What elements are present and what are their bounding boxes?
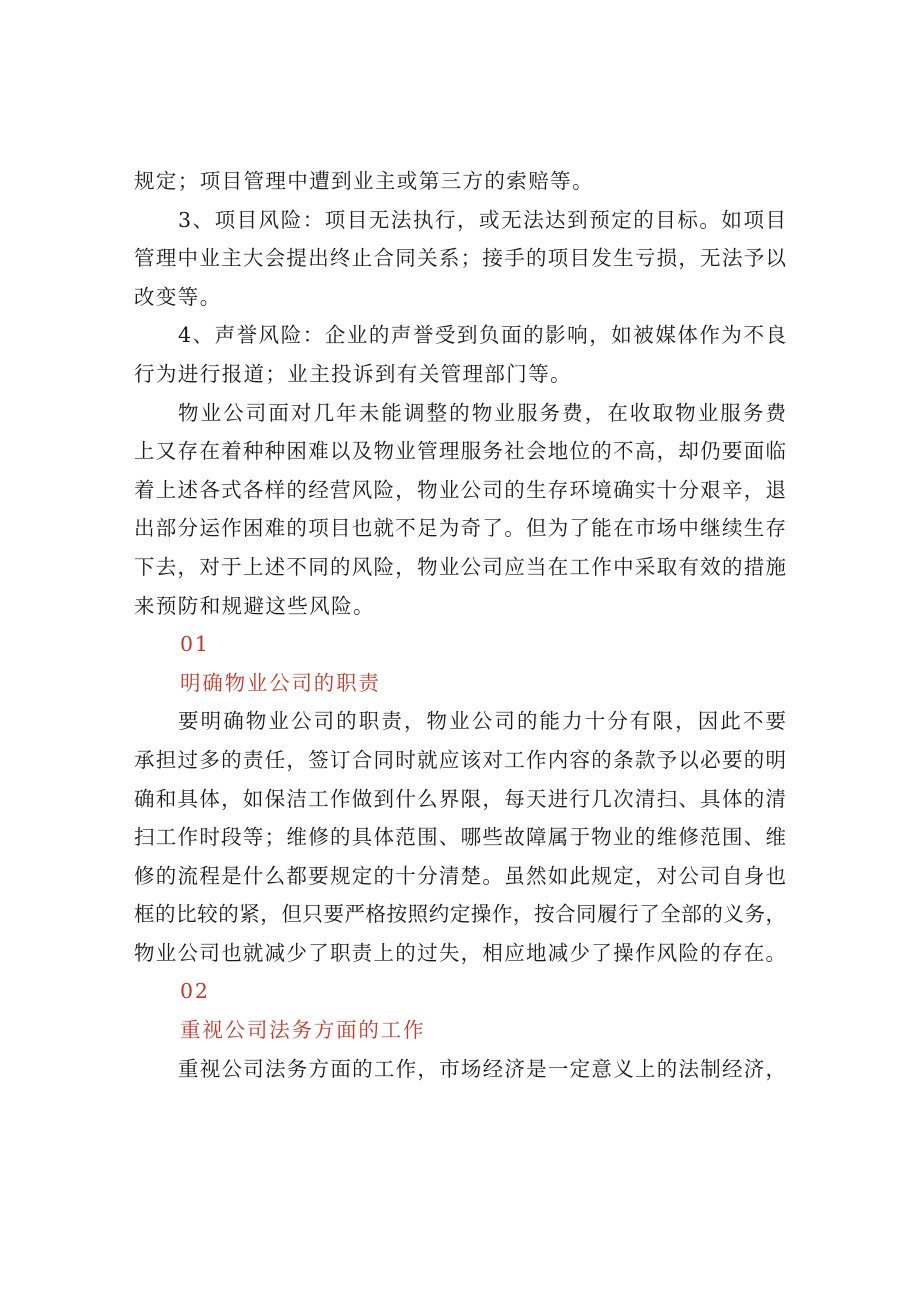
text-line: 下去，对于上述不同的风险，物业公司应当在工作中采取有效的措施 xyxy=(134,554,786,579)
text-line: 规定；项目管理中遭到业主或第三方的索赔等。 xyxy=(134,169,594,193)
text-line: 承担过多的责任，签订合同时就应该对工作内容的条款予以必要的明 xyxy=(134,747,786,772)
section-title: 重视公司法务方面的工作 xyxy=(180,1018,426,1043)
section-number: 02 xyxy=(180,979,210,1004)
text-line: 物业公司面对几年未能调整的物业服务费，在收取物业服务费 xyxy=(178,400,786,425)
text-line: 着上述各式各样的经营风险，物业公司的生存环境确实十分艰辛，退 xyxy=(134,477,786,502)
text-line: 出部分运作困难的项目也就不足为奇了。但为了能在市场中继续生存 xyxy=(134,516,786,541)
text-line: 改变等。 xyxy=(134,284,222,309)
document-page xyxy=(134,162,786,1088)
section-number: 01 xyxy=(180,632,210,657)
text-line: 要明确物业公司的职责，物业公司的能力十分有限，因此不要 xyxy=(178,709,786,734)
text-line: 上又存在着种种困难以及物业管理服务社会地位的不高，却仍要面临 xyxy=(134,439,786,464)
text-line: 4、声誉风险：企业的声誉受到负面的影响，如被媒体作为不良 xyxy=(178,323,786,348)
text-line: 框的比较的紧，但只要严格按照约定操作，按合同履行了全部的义务， xyxy=(134,902,786,927)
text-line: 物业公司也就减少了职责上的过失，相应地减少了操作风险的存在。 xyxy=(134,940,786,965)
text-line: 3、项目风险：项目无法执行，或无法达到预定的目标。如项目 xyxy=(178,207,786,232)
text-line: 行为进行报道；业主投诉到有关管理部门等。 xyxy=(134,361,572,386)
text-line: 重视公司法务方面的工作，市场经济是一定意义上的法制经济， xyxy=(178,1056,786,1081)
text-line: 确和具体，如保洁工作做到什么界限，每天进行几次清扫、具体的清 xyxy=(134,786,786,811)
text-line: 修的流程是什么都要规定的十分清楚。虽然如此规定，对公司自身也 xyxy=(134,863,786,888)
section-title: 明确物业公司的职责 xyxy=(180,670,381,695)
text-line: 来预防和规避这些风险。 xyxy=(134,593,375,618)
text-line: 扫工作时段等；维修的具体范围、哪些故障属于物业的维修范围、维 xyxy=(134,825,786,850)
text-line: 管理中业主大会提出终止合同关系；接手的项目发生亏损，无法予以 xyxy=(134,246,786,271)
